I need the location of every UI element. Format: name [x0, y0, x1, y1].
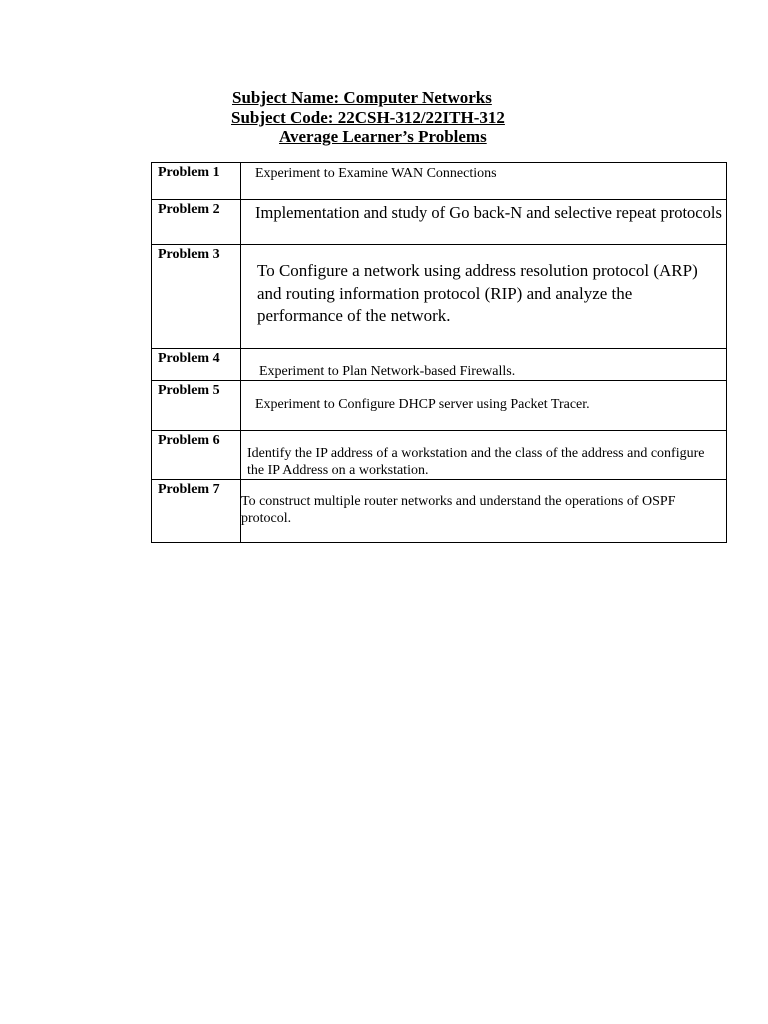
table-row [152, 431, 727, 480]
problems-title: Average Learner’s Problems [279, 127, 487, 146]
problem-description-cell [241, 245, 727, 349]
problem-description-cell [241, 381, 727, 431]
problem-description: Experiment to Configure DHCP server using Packet Tracer. [255, 397, 590, 412]
problem-description: To construct multiple router networks and understand the operations of OSPF protocol. [241, 494, 679, 526]
problem-description-cell [241, 163, 727, 200]
problem-label: Problem 3 [152, 245, 241, 349]
subject-name-heading: Subject Name: Computer Networks [232, 88, 492, 107]
problem-description-cell [241, 480, 727, 543]
subject-code-heading: Subject Code: 22CSH-312/22ITH-312 [231, 108, 505, 127]
problem-description-cell [241, 200, 727, 245]
problem-label: Problem 7 [152, 480, 241, 543]
table-row [152, 381, 727, 431]
table-row [152, 245, 727, 349]
problem-label: Problem 6 [152, 431, 241, 480]
problem-description: Identify the IP address of a workstation and the class of the address and configure the IP Address on a workstation. [247, 446, 708, 478]
table-row [152, 349, 727, 381]
table-row [152, 480, 727, 543]
problem-description: Experiment to Examine WAN Connections [255, 166, 497, 181]
problem-label: Problem 2 [152, 200, 241, 245]
problem-label: Problem 5 [152, 381, 241, 431]
table-row [152, 163, 727, 200]
problems-table [151, 162, 727, 543]
problem-label: Problem 4 [152, 349, 241, 381]
problem-description-cell [241, 349, 727, 381]
table-row [152, 200, 727, 245]
problem-description: To Configure a network using address resolution protocol (ARP) and routing information protocol (RIP) and analyze the performance of the network. [257, 261, 719, 325]
problem-description: Implementation and study of Go back-N and selective repeat protocols [255, 203, 722, 222]
problem-label: Problem 1 [152, 163, 241, 200]
problem-description-cell [241, 431, 727, 480]
problem-description: Experiment to Plan Network-based Firewalls. [259, 364, 516, 379]
